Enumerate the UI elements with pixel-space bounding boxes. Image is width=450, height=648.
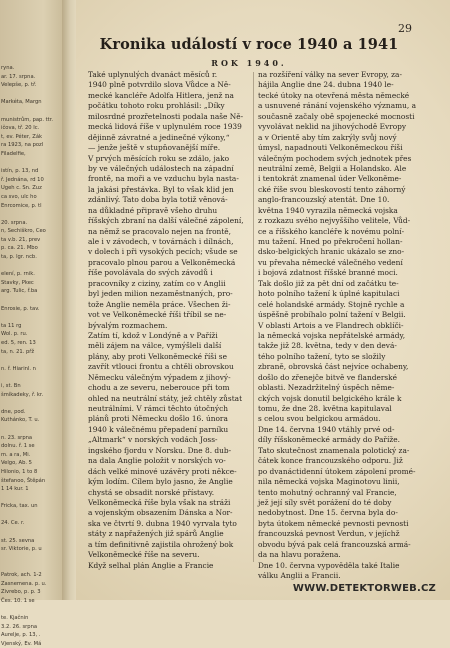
text-line: bývalým rozmachem. bbox=[88, 320, 168, 330]
text-line: na rozšíření války na sever Evropy, za- bbox=[258, 70, 402, 79]
facing-page-line: Velgo, Ab. 5 bbox=[1, 460, 32, 467]
facing-page-line: ryna. bbox=[1, 65, 15, 71]
text-line: ohled na neutrální státy, jež chtěly zůstat bbox=[88, 393, 243, 403]
text-line: hoto polního tažení k úplné kapitulaci bbox=[258, 289, 400, 299]
facing-page-line: ičova, tř. 20 Ic. bbox=[1, 125, 40, 132]
facing-page-line: Patrok, ach. 1-2 bbox=[1, 572, 42, 579]
facing-page-line: Stavky, Pkec bbox=[1, 279, 34, 286]
text-line: anglo-francouzský atentát. Dne 10. bbox=[258, 195, 390, 205]
facing-page-line: m. a ra, Mi. bbox=[1, 451, 31, 458]
text-line: plánů proti Německu došlo 16. února bbox=[88, 414, 228, 424]
text-line: na němž se pracovalo nejen na frontě, bbox=[88, 226, 232, 236]
text-line: Tak došlo již za pět dní od začátku te- bbox=[258, 278, 399, 288]
text-line: čátek konce francouzského odporu. Již bbox=[258, 456, 403, 466]
facing-page-line bbox=[1, 373, 53, 382]
text-line: francouzská pevnost Verdun, v jejíchž bbox=[258, 529, 400, 539]
watermark: WWW.DETEKTORWEB.CZ bbox=[292, 583, 436, 594]
text-line: říšských zbraní na další válečné zápolení, bbox=[88, 216, 244, 226]
text-line: la německá vojska nepřátelské armády, bbox=[258, 330, 406, 340]
text-line: by ve válečných událostech na západní bbox=[88, 163, 234, 173]
text-line: mecké kancléře Adolfa Hitlera, jenž na bbox=[88, 90, 234, 100]
facing-page-line: Filadelfie, bbox=[1, 150, 26, 157]
text-line: ce a říšského kancléře k novému polní- bbox=[258, 226, 405, 236]
facing-page-line: 3.2. 26. srpna bbox=[1, 623, 38, 630]
text-line: dějinně závratné a jedinečné výkony,“ bbox=[88, 132, 230, 142]
facing-page-line: sr. Viktorie, p. u bbox=[1, 546, 42, 553]
text-line: pracovalo plnou parou a Velkoněmecká bbox=[88, 257, 236, 267]
text-line: státy z napřažených již spárů Anglie bbox=[88, 529, 224, 539]
left-text-column bbox=[88, 70, 248, 571]
text-line: na důkladné připravě všeho druhu bbox=[88, 205, 218, 215]
text-line: úmysl, napadnouti Velkoněmeckou říši bbox=[258, 143, 403, 153]
text-line: díly říšskoněmecké armády do Paříže. bbox=[258, 435, 400, 445]
text-line: kým lodím. Cílem bylo jasno, že Anglie bbox=[88, 477, 233, 487]
text-line: a vojenským obsazením Dánska a Nor- bbox=[88, 508, 233, 518]
text-line: da na hlavu poražena. bbox=[258, 550, 341, 560]
text-line: byta útokem německé pevnosti pevnosti bbox=[258, 518, 409, 528]
facing-page-line: dne, pod. bbox=[1, 408, 26, 415]
text-line: takže již 28. května, tedy v den devá- bbox=[258, 341, 397, 351]
facing-page-line bbox=[1, 210, 53, 219]
text-line: zavřít vtlouci frontu a chtěli obrovskou bbox=[88, 362, 234, 372]
text-line: oblasti. Nezadržitelný úspěch něme- bbox=[258, 383, 395, 393]
text-line: ale i v závodech, v továrnách i dílnách, bbox=[88, 237, 234, 246]
text-line: Německu válečným výpadem z jihový- bbox=[88, 372, 231, 382]
text-line: měli zájem na válce, vymýšleli další bbox=[88, 341, 222, 351]
text-line: neutrální země, Belgii a Holandsko. Ale bbox=[258, 163, 407, 173]
year-subtitle: ROK 1940. bbox=[211, 58, 287, 68]
facing-page-line bbox=[1, 425, 53, 434]
facing-page-line: Velepše, p. tř. bbox=[1, 82, 37, 89]
text-line: chodu a ze severu, neberouce při tom bbox=[88, 383, 230, 393]
right-text-column bbox=[258, 70, 421, 581]
facing-page-line bbox=[1, 554, 53, 563]
facing-page-line: Zasnemena. p. u. bbox=[1, 580, 47, 587]
chronicle-title: Kronika událostí v roce 1940 a 1941 bbox=[99, 36, 399, 53]
text-line: la jakási přestávka. Byl to však klid jen bbox=[88, 184, 234, 194]
column-divider bbox=[253, 72, 254, 562]
text-line: hájila Anglie dne 24. dubna 1940 le- bbox=[258, 80, 394, 90]
facing-page-line: istín, p. 13, nd bbox=[1, 168, 39, 175]
text-line: frontě, na moři a ve vzduchu byla nasta- bbox=[88, 174, 239, 184]
text-line: úspěšně probíhalo polní tažení v Belgii. bbox=[258, 310, 406, 320]
text-line: v dolech i při vysokých pecích; všude se bbox=[88, 247, 238, 257]
text-line: nila německá vojska Maginotovu linii, bbox=[258, 477, 400, 487]
facing-page-line: šmíkadeky, ř. kr. bbox=[1, 391, 44, 398]
text-line: V oblasti Artois a ve Flandrech obklíči- bbox=[258, 320, 404, 330]
facing-page-line: ar. 17. srpna. bbox=[1, 73, 36, 80]
text-line: května 1940 vyrazila německá vojska bbox=[258, 205, 398, 215]
facing-page-line bbox=[1, 494, 53, 503]
facing-page-line: arg. Tulic, ř.ba bbox=[1, 288, 38, 295]
text-line: vyvolávat neklid na jihovýchodě Evropy bbox=[258, 122, 407, 132]
text-line: Velkoněmecká říše byla však na stráži bbox=[88, 497, 231, 507]
facing-page-line bbox=[1, 511, 53, 520]
facing-page-line bbox=[1, 562, 53, 571]
text-line: a tím definitivně zajistila ohrožený bok bbox=[88, 539, 234, 549]
facing-page-line bbox=[1, 107, 53, 116]
text-line: obvodu bývá pak celá francouzská armá- bbox=[258, 539, 411, 549]
text-line: dách velké minové uzávěry proti někce- bbox=[88, 466, 237, 476]
text-line: neutrálními. V rámci těchto útočných bbox=[88, 404, 229, 413]
text-line: vu převaha německé válečného vedení bbox=[258, 257, 403, 267]
facing-page-line: n. 23. srpna bbox=[1, 434, 33, 441]
text-line: V prvých měsících roku se zdálo, jako bbox=[88, 153, 230, 163]
text-line: cké říše svou bleskovostí tento záhorný bbox=[258, 184, 406, 194]
text-line: Když selhal plán Anglie a Francie bbox=[88, 560, 214, 570]
facing-page-line: Kuthánko, T. u. bbox=[1, 417, 40, 424]
facing-page-line: 1 14 kur. 1 bbox=[1, 486, 29, 493]
facing-page-line: Wol. p. ru. bbox=[1, 331, 28, 338]
facing-page-line: 20. srpna. bbox=[1, 219, 28, 226]
page-number: 29 bbox=[398, 22, 412, 35]
text-line: zdánlivý. Tato doba byla totiž věnová- bbox=[88, 195, 228, 205]
facing-page-line bbox=[1, 296, 53, 305]
facing-page-line: 24. Ce. r. bbox=[1, 520, 25, 527]
facing-page-line: st. 25. sevna bbox=[1, 537, 35, 544]
facing-page-line: ta, n. 21. přž bbox=[1, 348, 35, 355]
book-gutter bbox=[62, 0, 76, 600]
facing-page-line bbox=[1, 605, 53, 614]
facing-page-line bbox=[1, 528, 53, 537]
text-line: Tato skutečnost znamenala polotický za- bbox=[258, 445, 410, 455]
facing-page-line: Hilonio, 1 to 8 bbox=[1, 468, 38, 475]
text-line: s celou svou belgickou armádou. bbox=[258, 414, 381, 424]
text-line: jež její síly svět porážení do té doby bbox=[258, 497, 392, 507]
facing-page-line: Čes. 10. 1 se bbox=[1, 597, 35, 604]
facing-page-line bbox=[1, 90, 53, 99]
text-line: válku Anglii a Francii. bbox=[258, 571, 341, 580]
text-line: říše povolávala do svých závodů i bbox=[88, 268, 213, 278]
facing-page-line bbox=[1, 399, 53, 408]
text-line: ska ve čtvrtí 9. dubna 1940 vyrvala tyto bbox=[88, 518, 237, 528]
text-line: 1940 plně potvrdilo slova Vůdce a Ně- bbox=[88, 80, 231, 90]
text-line: z rozkazu svého nejvyššího velitele, Vůd- bbox=[258, 216, 411, 226]
facing-page-line: ra 1923, na pozl bbox=[1, 142, 44, 149]
text-line: ckých vojsk donutil belgického krále k bbox=[258, 393, 402, 403]
facing-page-line: elení, p. rnik. bbox=[1, 271, 35, 278]
facing-page-line: Vjenský, Ev. Má bbox=[1, 640, 42, 647]
text-line: tento mohutný ochranný val Francie, bbox=[258, 487, 397, 497]
facing-page-line: Enrosie, p. tav. bbox=[1, 305, 40, 312]
facing-page-edge bbox=[0, 0, 63, 647]
facing-page-line: Fricka, tax. un bbox=[1, 503, 38, 510]
text-line: mecká lidová říše v uplynulém roce 1939 bbox=[88, 122, 242, 132]
text-line: tého polního tažení, tyto se složily bbox=[258, 351, 386, 361]
facing-page-line: Ugeh c. Sn. Zuz bbox=[1, 185, 42, 192]
text-line: nedobytnost. Dne 15. června byla do- bbox=[258, 508, 398, 518]
text-line: vot ve Velkoněmecké říši tříbil se ne- bbox=[88, 310, 227, 320]
text-line: milosrdné prozřetelnosti podala naše Ně- bbox=[88, 111, 244, 121]
facing-page-line: ta, p. lgr. ncb. bbox=[1, 254, 37, 261]
facing-page-text bbox=[0, 64, 53, 648]
text-line: po dvanáctidenní útokem zápolení promé- bbox=[258, 466, 416, 476]
text-line: počátku tohoto roku prohlásil: „Díky bbox=[88, 101, 225, 111]
facing-page-line bbox=[1, 262, 53, 271]
text-line: dsko-belgických hranic ukázalo se zno- bbox=[258, 247, 405, 257]
text-line: 1940 k válečnému přepadení parníku bbox=[88, 424, 229, 434]
text-line: zbraně, obrovská část nejvíce ochabeny, bbox=[258, 362, 409, 372]
text-line: ingského fjordu v Norsku. Dne 8. dub- bbox=[88, 445, 232, 455]
facing-page-line: p. ca. 21. Mbo bbox=[1, 245, 38, 252]
facing-page-line: dolnu. ř. 1 se bbox=[1, 443, 35, 450]
facing-page-line: Zivrebo, p. p. 3 bbox=[1, 589, 41, 596]
facing-page-line: te. Kjačnin bbox=[1, 615, 29, 621]
text-line: — jenže ještě v stupňovanější míře. bbox=[88, 143, 221, 153]
facing-page-line: ta 11 rg bbox=[1, 322, 22, 329]
facing-page-line: t, ev. Péter, Zák bbox=[1, 133, 43, 140]
text-line: válečným pochodem svých jednotek přes bbox=[258, 153, 412, 163]
facing-page-line: munistrům, pap. ttr. bbox=[1, 116, 54, 123]
text-line: Velkoněmecké říše na severu. bbox=[88, 550, 200, 560]
facing-page-line: Markéta, Margn bbox=[1, 99, 42, 106]
text-line: tože Anglie neměla práce. Všechen ži- bbox=[88, 299, 231, 309]
facing-page-line: Aurelje, p. 13, . bbox=[1, 632, 41, 639]
text-line: Dne 14. června 1940 vtáhly prvé od- bbox=[258, 424, 395, 434]
text-line: chystá se obsadit norské přístavy. bbox=[88, 487, 215, 497]
text-line: tecké útoky na otevřená města německé bbox=[258, 90, 410, 100]
text-line: celé holandské armády. Stojně rychle a bbox=[258, 299, 405, 309]
facing-page-line: Enrcomice, p. tl bbox=[1, 202, 42, 209]
text-line: „Altmark“ v norských vodách Joss- bbox=[88, 435, 218, 445]
text-line: současně začaly obě spojenecké mocnosti bbox=[258, 111, 415, 121]
facing-page-line: n, Sechiškro, Ceo bbox=[1, 228, 46, 235]
text-line: došlo do zřenejče bitvě ve flanderské bbox=[258, 372, 397, 382]
facing-page-line: n. ř. Hiarinl. n bbox=[1, 365, 36, 372]
facing-page-line bbox=[1, 356, 53, 365]
facing-page-line: ta v.b. 21, prev bbox=[1, 236, 41, 243]
text-line: tomu, že dne 28. května kapitulaval bbox=[258, 404, 392, 413]
text-line: pracovníky z ciziny, zatím co v Anglii bbox=[88, 278, 226, 288]
facing-page-line: i, st. Bn bbox=[1, 382, 21, 389]
text-line: Dne 10. června vypověděla také Italie bbox=[258, 560, 400, 570]
facing-page-line: ř. Jednána, rd 10 bbox=[1, 176, 44, 183]
text-line: mu tažení. Hned po překročení hollan- bbox=[258, 237, 403, 246]
facing-page-line: štefanoo, Štěpán bbox=[1, 477, 46, 484]
text-line: byl jeden milion nezaměstnaných, pro- bbox=[88, 289, 233, 299]
text-line: na dala Anglie položit v norských vo- bbox=[88, 456, 226, 466]
text-line: i bojová zdatnost říšské branné moci. bbox=[258, 268, 398, 278]
facing-page-line bbox=[1, 313, 53, 322]
text-line: a usnuvené ránání vojenského významu, a bbox=[258, 101, 416, 111]
facing-page-line: ed. 5, ren. 13 bbox=[1, 340, 36, 346]
facing-page-line: ca svo, ulc ho bbox=[1, 193, 37, 200]
text-line: Zatím tí, kdož v Londýně a v Paříži bbox=[88, 330, 218, 340]
text-line: a v Orientě aby tím zakrýly svůj nový bbox=[258, 132, 397, 142]
text-line: plány, aby proti Velkoněmecké říši se bbox=[88, 351, 227, 361]
facing-page-line bbox=[1, 159, 53, 168]
text-line: i tentokrát znamenal úder Velkoněme- bbox=[258, 174, 402, 184]
text-line: Také uplynulých dvanáct měsíců r. bbox=[88, 70, 218, 79]
